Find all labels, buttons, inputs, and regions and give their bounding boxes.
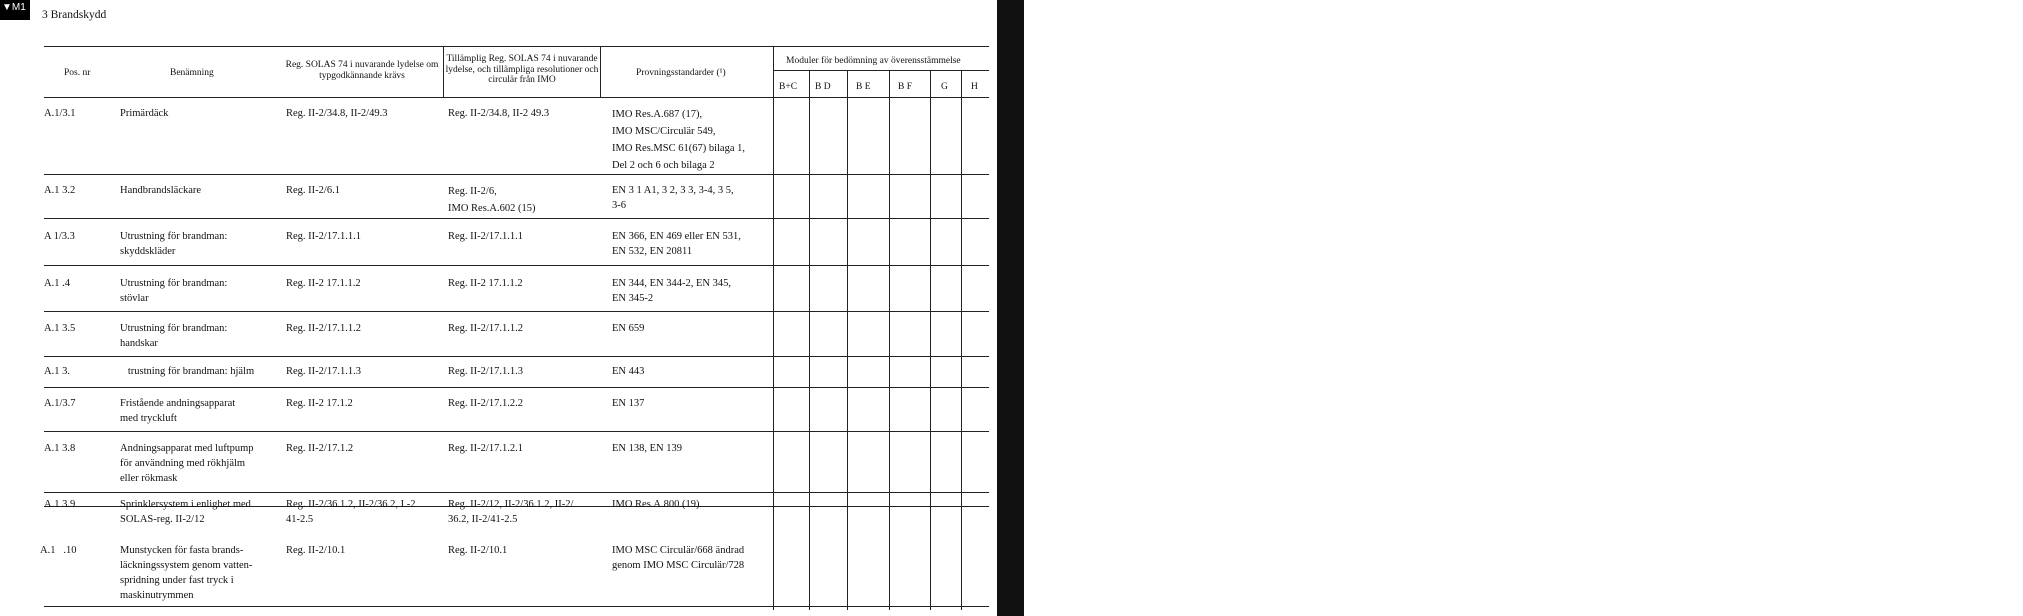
row-name <box>120 106 168 121</box>
row-tillamplig <box>448 497 573 527</box>
row-reg <box>286 543 345 558</box>
module-h: H <box>971 82 978 92</box>
header-tillamplig: Tillämplig Reg. SOLAS 74 i nuvarande lydelse, och tillämpliga resolutioner och circulär från IMO <box>445 54 599 85</box>
side-reference: 1996L0098 SV 28.11.1998 001.001 18 <box>2008 402 2022 590</box>
hdr-sep-3 <box>773 46 774 97</box>
row-reg-line: Reg. II-2 17.1.1.2 <box>286 278 361 289</box>
module-b-f: B F <box>898 82 912 92</box>
row-reg <box>286 229 361 244</box>
row-pos: A.1/3.7 <box>44 398 76 409</box>
row-reg-line: Reg. II-2/10.1 <box>286 545 346 556</box>
row-name <box>120 364 254 379</box>
row-prov-line: IMO Res.A.687 (17), <box>612 109 703 120</box>
row-reg <box>286 497 415 527</box>
section-title: 3 Brandskydd <box>42 9 107 21</box>
row-reg <box>286 364 361 379</box>
row-prov-line: EN 659 <box>612 323 645 334</box>
row-till-line: Reg. II-2/10.1 <box>448 545 508 556</box>
row-prov-line: Del 2 och 6 och bilaga 2 <box>612 160 715 171</box>
row-name <box>120 497 251 527</box>
row-name-line: Sprinklersystem i enlighet med <box>120 499 251 510</box>
row-till-line: 36.2, II-2/41-2.5 <box>448 514 518 525</box>
row-prov-line: EN 366, EN 469 eller EN 531, <box>612 231 741 242</box>
row-till-line: Reg. II-2/17.1.1.2 <box>448 323 523 334</box>
row-prov <box>612 441 682 456</box>
row-prov-line: EN 138, EN 139 <box>612 443 682 454</box>
row-prov-line: IMO MSC/Circulär 549, <box>612 126 716 137</box>
row-prov <box>612 396 644 411</box>
row-prov <box>612 276 731 306</box>
module-col-line <box>889 70 890 610</box>
header-reg-kravs: Reg. SOLAS 74 i nuvarande lydelse om typgodkännande krävs <box>285 60 439 81</box>
row-till-line: Reg. II-2/12, II-2/36.1.2, II-2/ <box>448 499 574 510</box>
row-till-line: Reg. II-2/6, <box>448 186 497 197</box>
module-g: G <box>941 82 948 92</box>
module-b-c: B+C <box>779 82 798 92</box>
row-rule <box>44 387 989 388</box>
row-reg <box>286 276 361 291</box>
row-pos: A.1 3.9 <box>44 499 76 510</box>
row-rule <box>44 174 989 175</box>
row-prov-line: IMO Res.MSC 61(67) bilaga 1, <box>612 143 745 154</box>
row-name <box>120 441 254 486</box>
hdr-sep-2 <box>600 46 601 97</box>
row-name-line: Munstycken för fasta brands- <box>120 545 244 556</box>
row-till-line: Reg. II-2/17.1.1.3 <box>448 366 523 377</box>
row-tillamplig <box>448 106 549 121</box>
row-prov <box>612 497 700 512</box>
row-rule <box>44 492 989 493</box>
row-reg <box>286 183 340 198</box>
row-till-line: Reg. II-2/17.1.2.1 <box>448 443 523 454</box>
header-provning: Provningsstandarder (¹) <box>636 68 726 78</box>
row-till-line: Reg. II-2/17.1.1.1 <box>448 231 523 242</box>
row-name-line: läckningssystem genom vatten- <box>120 560 253 571</box>
row-reg-line: Reg. II-2/17.1.1.2 <box>286 323 361 334</box>
row-reg-line: Reg. II-2/6.1 <box>286 185 340 196</box>
row-pos: A 1/3.3 <box>44 231 75 242</box>
row-pos: A.1/3.1 <box>44 108 76 119</box>
row-prov <box>612 183 734 213</box>
table-bottom-rule <box>44 606 989 607</box>
module-col-line <box>930 70 931 610</box>
row-pos: A.1 .10 <box>40 545 77 556</box>
module-b-e: B E <box>856 82 871 92</box>
row-prov-line: genom IMO MSC Circulär/728 <box>612 560 745 571</box>
row-prov-line: EN 443 <box>612 366 645 377</box>
header-moduler: Moduler för bedömning av överensstämmelse <box>786 56 961 66</box>
row-name-line: maskinutrymmen <box>120 590 194 601</box>
row-prov-line: EN 345-2 <box>612 293 654 304</box>
row-name <box>120 276 227 306</box>
row-name <box>120 396 235 426</box>
row-reg-line: 41-2.5 <box>286 514 314 525</box>
row-name-line: spridning under fast tryck i <box>120 575 234 586</box>
row-prov-line: IMO Res.A.800 (19) <box>612 499 700 510</box>
row-name-line: Andningsapparat med luftpump <box>120 443 254 454</box>
row-reg <box>286 321 361 336</box>
row-till-line: IMO Res.A.602 (15) <box>448 203 536 214</box>
row-prov <box>612 364 644 379</box>
row-prov-line: IMO MSC Circulär/668 ändrad <box>612 545 745 556</box>
row-pos: A.1 3.5 <box>44 323 76 334</box>
module-col-line <box>809 70 810 610</box>
row-prov <box>612 321 644 336</box>
row-name-line: Handbrandsläckare <box>120 185 202 196</box>
row-reg-line: Reg. II-2/34.8, II-2/49.3 <box>286 108 388 119</box>
row-prov-line: 3-6 <box>612 200 626 211</box>
row-prov <box>612 229 741 259</box>
row-pos: A.1 .4 <box>44 278 70 289</box>
modules-subrule <box>773 70 989 71</box>
amendment-marker: ▼M1 <box>0 0 30 20</box>
row-reg <box>286 396 353 411</box>
row-name-line: Utrustning för brandman: <box>120 278 228 289</box>
row-prov <box>612 543 744 573</box>
row-reg-line: Reg. II-2/17.1.1.3 <box>286 366 361 377</box>
row-prov-line: EN 532, EN 20811 <box>612 246 693 257</box>
row-rule <box>44 311 989 312</box>
row-name-line: skyddskläder <box>120 246 176 257</box>
header-top-rule <box>44 46 989 47</box>
row-name-line: trustning för brandman: hjälm <box>120 366 255 377</box>
row-pos: A.1 3. <box>44 366 70 377</box>
row-pos: A.1 3.8 <box>44 443 76 454</box>
row-reg-line: Reg. II-2/17.1.1.1 <box>286 231 361 242</box>
header-benamning: Benämning <box>170 68 214 78</box>
row-till-line: Reg. II-2/17.1.2.2 <box>448 398 523 409</box>
row-name <box>120 543 252 603</box>
row-rule <box>44 431 989 432</box>
header-pos-nr: Pos. nr <box>64 68 91 78</box>
row-tillamplig <box>448 229 523 244</box>
row-prov-line: EN 3 1 A1, 3 2, 3 3, 3-4, 3 5, <box>612 185 734 196</box>
module-b-d: B D <box>815 82 831 92</box>
row-rule <box>44 265 989 266</box>
row-name-line: för användning med rökhjälm <box>120 458 246 469</box>
row-rule <box>44 356 989 357</box>
row-name <box>120 183 201 198</box>
row-name-line: handskar <box>120 338 158 349</box>
row-name-line: eller rökmask <box>120 473 178 484</box>
row-name-line: Utrustning för brandman: <box>120 323 228 334</box>
row-tillamplig <box>448 441 523 456</box>
row-name-line: Primärdäck <box>120 108 169 119</box>
module-col-line <box>961 70 962 610</box>
row-name <box>120 321 227 351</box>
row-pos: A.1 3.2 <box>44 185 76 196</box>
row-tillamplig <box>448 543 507 558</box>
row-name-line: Fristående andningsapparat <box>120 398 236 409</box>
row-till-line: Reg. II-2/34.8, II-2 49.3 <box>448 108 550 119</box>
row-name-line: med tryckluft <box>120 413 177 424</box>
row-reg-line: Reg. II-2/36.1.2, II-2/36.2, I -2 <box>286 499 416 510</box>
row-name-line: Utrustning för brandman: <box>120 231 228 242</box>
row-prov <box>612 106 745 174</box>
row-tillamplig <box>448 396 523 411</box>
side-strip <box>997 0 2022 616</box>
row-name-line: stövlar <box>120 293 149 304</box>
row-reg <box>286 106 387 121</box>
row-reg <box>286 441 353 456</box>
row-tillamplig <box>448 321 523 336</box>
row-rule <box>44 218 989 219</box>
row-reg-line: Reg. II-2/17.1.2 <box>286 443 354 454</box>
row-name <box>120 229 227 259</box>
row-till-line: Reg. II-2 17.1.1.2 <box>448 278 523 289</box>
row-prov-line: EN 344, EN 344-2, EN 345, <box>612 278 731 289</box>
row-reg-line: Reg. II-2 17.1.2 <box>286 398 353 409</box>
module-col-line <box>847 70 848 610</box>
row-tillamplig <box>448 364 523 379</box>
row-prov-line: EN 137 <box>612 398 645 409</box>
row-name-line: SOLAS-reg. II-2/12 <box>120 514 205 525</box>
row-tillamplig <box>448 183 536 217</box>
row-tillamplig <box>448 276 523 291</box>
